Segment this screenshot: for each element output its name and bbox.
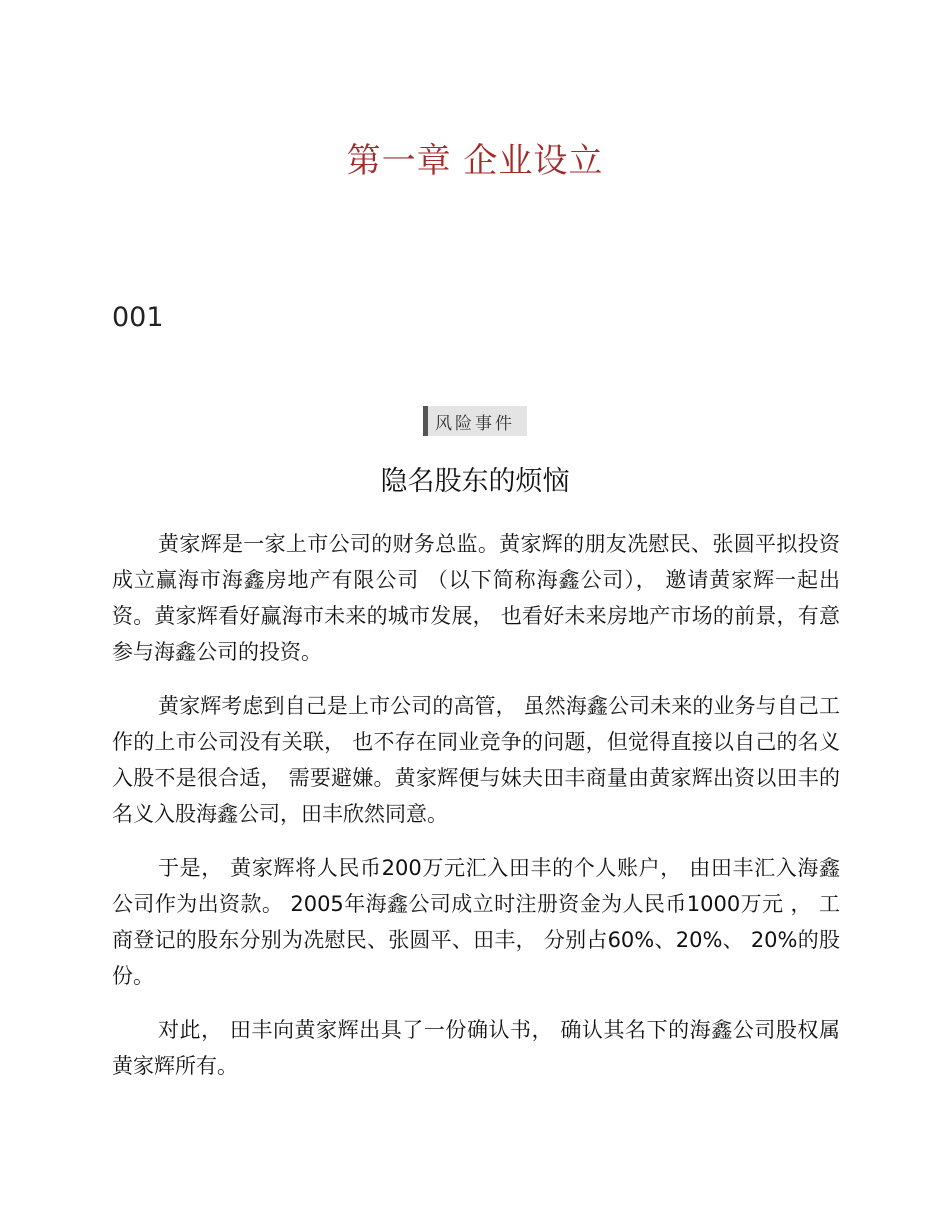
section-number: 001: [112, 302, 164, 333]
paragraph: 于是， 黄家辉将人民币200万元汇入田丰的个人账户， 由田丰汇入海鑫公司作为出资款。 2005年海鑫公司成立时注册资金为人民币1000万元 ， 工商登记的股东分别为冼慰民、张圆平、田丰， 分别占60%、20%、 20%的股份。: [112, 856, 840, 988]
paragraph: 黄家辉是一家上市公司的财务总监。黄家辉的朋友冼慰民、张圆平拟投资成立赢海市海鑫房地产有限公司 （以下简称海鑫公司）， 邀请黄家辉一起出资。黄家辉看好赢海市未来的城市发展， 也看好未来房地产市场的前景，有意参与海鑫公司的投资。: [112, 532, 840, 664]
risk-event-tag: [423, 406, 527, 436]
paragraph: 黄家辉考虑到自己是上市公司的高管， 虽然海鑫公司未来的业务与自己工作的上市公司没有关联， 也不存在同业竞争的问题，但觉得直接以自己的名义入股不是很合适， 需要避嫌。黄家辉便与妹夫田丰商量由黄家辉出资以田丰的名义入股海鑫公司，田丰欣然同意。: [112, 694, 840, 826]
article-title: 隐名股东的烦恼: [380, 466, 570, 497]
risk-event-tag-label: 风险事件: [435, 413, 515, 434]
paragraph: 对此， 田丰向黄家辉出具了一份确认书， 确认其名下的海鑫公司股权属黄家辉所有。: [112, 1018, 840, 1078]
article-body: [112, 526, 840, 1102]
chapter-title: 第一章 企业设立: [346, 141, 604, 181]
